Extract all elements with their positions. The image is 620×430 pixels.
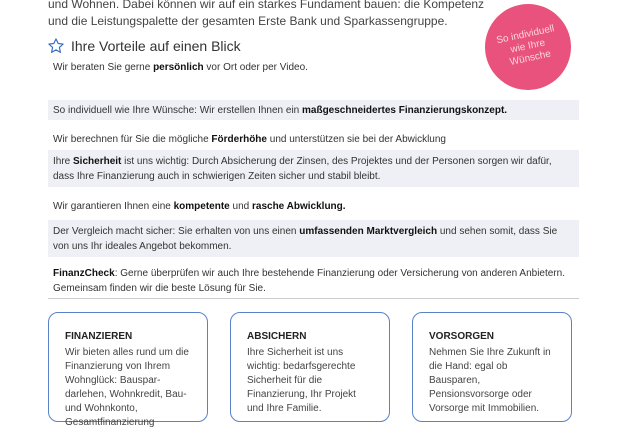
text-span: Wir beraten Sie gerne [53,61,154,73]
benefit-row [48,57,579,77]
divider [48,298,579,299]
benefit-row [48,196,579,216]
benefit-text [53,154,574,184]
card-title: VORSORGEN [429,331,495,342]
card-text: Wir bieten alles rund um die Finanzierung von Ihrem Wohnglück: Bauspar-darlehen, Wohnkredit, Bau- und Wohnkonto, Gesamtfinanzierung [65,347,189,428]
benefit-text [53,132,446,147]
text-span: und [229,200,252,212]
card-text: Ihre Sicherheit ist uns wichtig: bedarfsgerechte Sicherheit für die Finanzierung, Ihr Projekt und Ihre Familie. [247,347,356,414]
bold-text: maßgeschneidertes Finanzierungskonzept. [302,104,508,116]
text-span: und sehen somit, dass Sie von uns Ihr ideales Angebot bekommen. [53,225,558,252]
card-title: ABSICHERN [247,331,307,342]
benefit-text [53,103,507,118]
card-absichern[interactable] [230,312,390,422]
badge-text: So individuell wie Ihre Wünsche [495,23,556,68]
text-span: So individuell wie Ihre Wünsche: Wir erstellen Ihnen ein [53,104,303,116]
text-span: vor Ort oder per Video. [203,61,308,73]
bold-text: Sicherheit [73,155,122,167]
badge-circle [477,0,579,98]
benefit-text [53,199,346,214]
benefit-row [48,129,579,149]
bold-text: persönlich [153,61,204,73]
bold-text: FinanzCheck [53,267,115,279]
text-span: : Gerne überprüfen wir auch Ihre bestehende Finanzierung oder Versicherung von anderen Anbietern. Gemeinsam finden wir die beste Lösung für Sie. [53,267,565,294]
benefit-row [48,262,579,299]
benefit-row [48,100,579,120]
bold-text: kompetente [173,200,230,212]
bold-text: rasche Abwicklung. [252,200,346,212]
card-text: Nehmen Sie Ihre Zukunft in die Hand: egal ob Bausparen, Pensionsvorsorge oder Vorsorge mit Immobilien. [429,347,551,414]
card-finanzieren[interactable] [48,312,208,428]
section-heading [47,37,241,55]
benefit-text [53,266,574,296]
text-span: ist uns wichtig: Durch Absicherung der Zinsen, des Projektes und der Personen sorgen wir dafür, dass Ihre Finanzierung auch in schwierigen Zeiten sicher und stabil bleibt. [53,155,552,182]
card-title: FINANZIEREN [65,331,133,342]
text-span: Der Vergleich macht sicher: Sie erhalten von uns einen [53,225,300,237]
text-span: Ihre [53,155,74,167]
bold-text: Förderhöhe [211,133,267,145]
benefit-row [48,150,579,187]
text-span: Wir berechnen für Sie die mögliche [53,133,212,145]
text-span: Wir garantieren Ihnen eine [53,200,174,212]
intro-text: und Wohnen. Dabei können wir auf ein starkes Fundament bauen: die Kompetenz und die Leistungspalette der gesamten Erste Bank und Sparkassengruppe. [48,0,485,28]
benefit-text [53,224,574,254]
star-icon [47,37,65,55]
text-span: und unterstützen sie bei der Abwicklung [266,133,446,145]
card-vorsorgen[interactable] [412,312,572,422]
bold-text: umfassenden Marktvergleich [299,225,438,237]
benefit-row [48,220,579,257]
heading-text: Ihre Vorteile auf einen Blick [71,38,241,54]
benefit-text [53,60,308,75]
